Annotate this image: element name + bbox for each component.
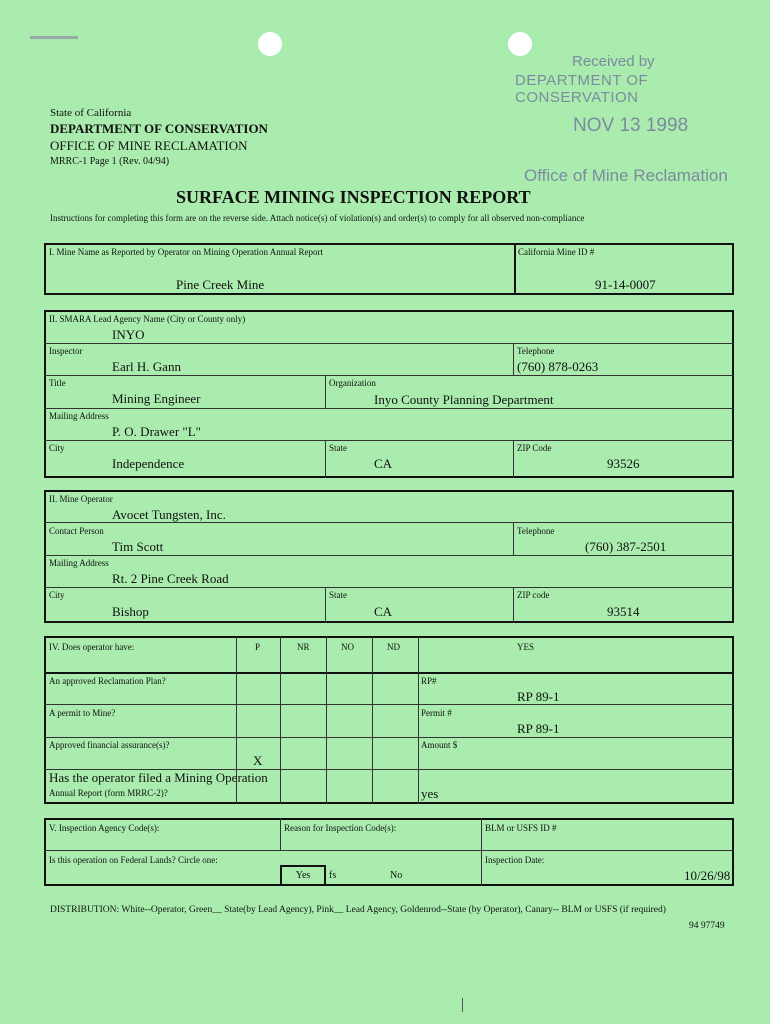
federal-yes-option[interactable] <box>280 865 326 886</box>
inspector-telephone-value[interactable]: (760) 878-0263 <box>517 359 599 374</box>
document-number: 94 97749 <box>689 921 725 931</box>
operator-address-label: Mailing Address <box>49 558 109 568</box>
federal-yes-label: Yes <box>295 870 311 881</box>
stamp-received-by: Received by <box>572 53 655 70</box>
instructions-text: Instructions for completing this form are on the reverse side. Attach notice(s) of violation(s) and order(s) to comply for all observed non-compliance <box>50 213 585 223</box>
mine-id-value[interactable]: 91-14-0007 <box>595 277 656 292</box>
rp-number-value[interactable]: RP 89-1 <box>517 689 560 704</box>
operator-city-value[interactable]: Bishop <box>112 604 149 619</box>
office-heading: OFFICE OF MINE RECLAMATION <box>50 138 248 153</box>
col-nd: ND <box>387 642 400 652</box>
punch-hole-right <box>508 32 532 56</box>
operator-telephone-label: Telephone <box>517 526 555 536</box>
agency-city-label: City <box>49 443 65 453</box>
federal-lands-label: Is this operation on Federal Lands? Circle one: <box>49 855 218 865</box>
inspector-label: Inspector <box>49 346 83 356</box>
stamp-office: Office of Mine Reclamation <box>524 166 728 185</box>
operator-city-label: City <box>49 590 65 600</box>
operator-state-value[interactable]: CA <box>374 604 393 619</box>
distribution-text: DISTRIBUTION: White--Operator, Green__ State(by Lead Agency), Pink__ Lead Agency, Goldenrod--State (by Operator), Canary-- BLM or USFS (if required) <box>50 905 666 915</box>
amount-label: Amount $ <box>421 740 458 750</box>
agency-address-label: Mailing Address <box>49 411 109 421</box>
agency-label: II. SMARA Lead Agency Name (City or County only) <box>49 314 246 324</box>
financial-assurance-p-mark[interactable]: X <box>253 753 263 768</box>
inspection-date-value[interactable]: 10/26/98 <box>684 868 731 883</box>
page-title: SURFACE MINING INSPECTION REPORT <box>176 187 531 207</box>
financial-assurance-label: Approved financial assurance(s)? <box>49 740 170 750</box>
title-value[interactable]: Mining Engineer <box>112 391 201 406</box>
department-heading: DEPARTMENT OF CONSERVATION <box>50 121 268 136</box>
organization-value[interactable]: Inyo County Planning Department <box>374 392 554 407</box>
agency-zip-label: ZIP Code <box>517 443 552 453</box>
scan-mark <box>30 36 78 39</box>
state-label: State of California <box>50 107 132 119</box>
mine-name-label: I. Mine Name as Reported by Operator on Mining Operation Annual Report <box>49 247 323 257</box>
col-nr: NR <box>297 642 310 652</box>
col-no: NO <box>341 642 354 652</box>
reclamation-plan-label: An approved Reclamation Plan? <box>49 676 166 686</box>
scan-artifact <box>462 998 463 1012</box>
annual-report-value[interactable]: yes <box>421 786 439 801</box>
punch-hole-left <box>258 32 282 56</box>
col-p: P <box>255 642 261 652</box>
permit-label: A permit to Mine? <box>49 708 116 718</box>
permit-number-label: Permit # <box>421 708 452 718</box>
operator-address-value[interactable]: Rt. 2 Pine Creek Road <box>112 571 229 586</box>
operator-zip-value[interactable]: 93514 <box>607 604 640 619</box>
inspector-value[interactable]: Earl H. Gann <box>112 359 181 374</box>
blm-id-label: BLM or USFS ID # <box>485 823 557 833</box>
agency-city-value[interactable]: Independence <box>112 456 185 471</box>
mine-name-value[interactable]: Pine Creek Mine <box>176 277 265 292</box>
agency-address-value[interactable]: P. O. Drawer "L" <box>112 424 201 439</box>
title-label: Title <box>49 378 66 388</box>
annual-report-label: Has the operator filed a Mining Operation <box>49 770 268 785</box>
agency-state-label: State <box>329 443 347 453</box>
rp-number-label: RP# <box>421 676 437 686</box>
stamp-date: NOV 13 1998 <box>573 115 689 136</box>
reason-label: Reason for Inspection Code(s): <box>284 823 397 833</box>
federal-fs-note: fs <box>329 870 337 881</box>
operator-zip-label: ZIP code <box>517 590 550 600</box>
organization-label: Organization <box>329 378 376 388</box>
operator-label: II. Mine Operator <box>49 494 113 504</box>
annual-report-form-label: Annual Report (form MRRC-2)? <box>49 788 168 798</box>
agency-zip-value[interactable]: 93526 <box>607 456 640 471</box>
mine-id-label: California Mine ID # <box>518 247 595 257</box>
agency-state-value[interactable]: CA <box>374 456 393 471</box>
form-id: MRRC-1 Page 1 (Rev. 04/94) <box>50 156 170 167</box>
stamp-department: DEPARTMENT OF CONSERVATION <box>515 72 649 106</box>
agency-value[interactable]: INYO <box>112 327 145 342</box>
inspection-date-label: Inspection Date: <box>485 855 545 865</box>
compliance-heading: IV. Does operator have: <box>49 642 135 652</box>
col-yes: YES <box>517 642 535 652</box>
inspector-telephone-label: Telephone <box>517 346 555 356</box>
operator-state-label: State <box>329 590 347 600</box>
permit-number-value[interactable]: RP 89-1 <box>517 721 560 736</box>
operator-value[interactable]: Avocet Tungsten, Inc. <box>112 507 226 522</box>
operator-telephone-value[interactable]: (760) 387-2501 <box>585 539 667 554</box>
contact-value[interactable]: Tim Scott <box>112 539 164 554</box>
agency-codes-label: V. Inspection Agency Code(s): <box>49 823 160 833</box>
federal-no-option[interactable]: No <box>390 870 403 881</box>
contact-label: Contact Person <box>49 526 104 536</box>
